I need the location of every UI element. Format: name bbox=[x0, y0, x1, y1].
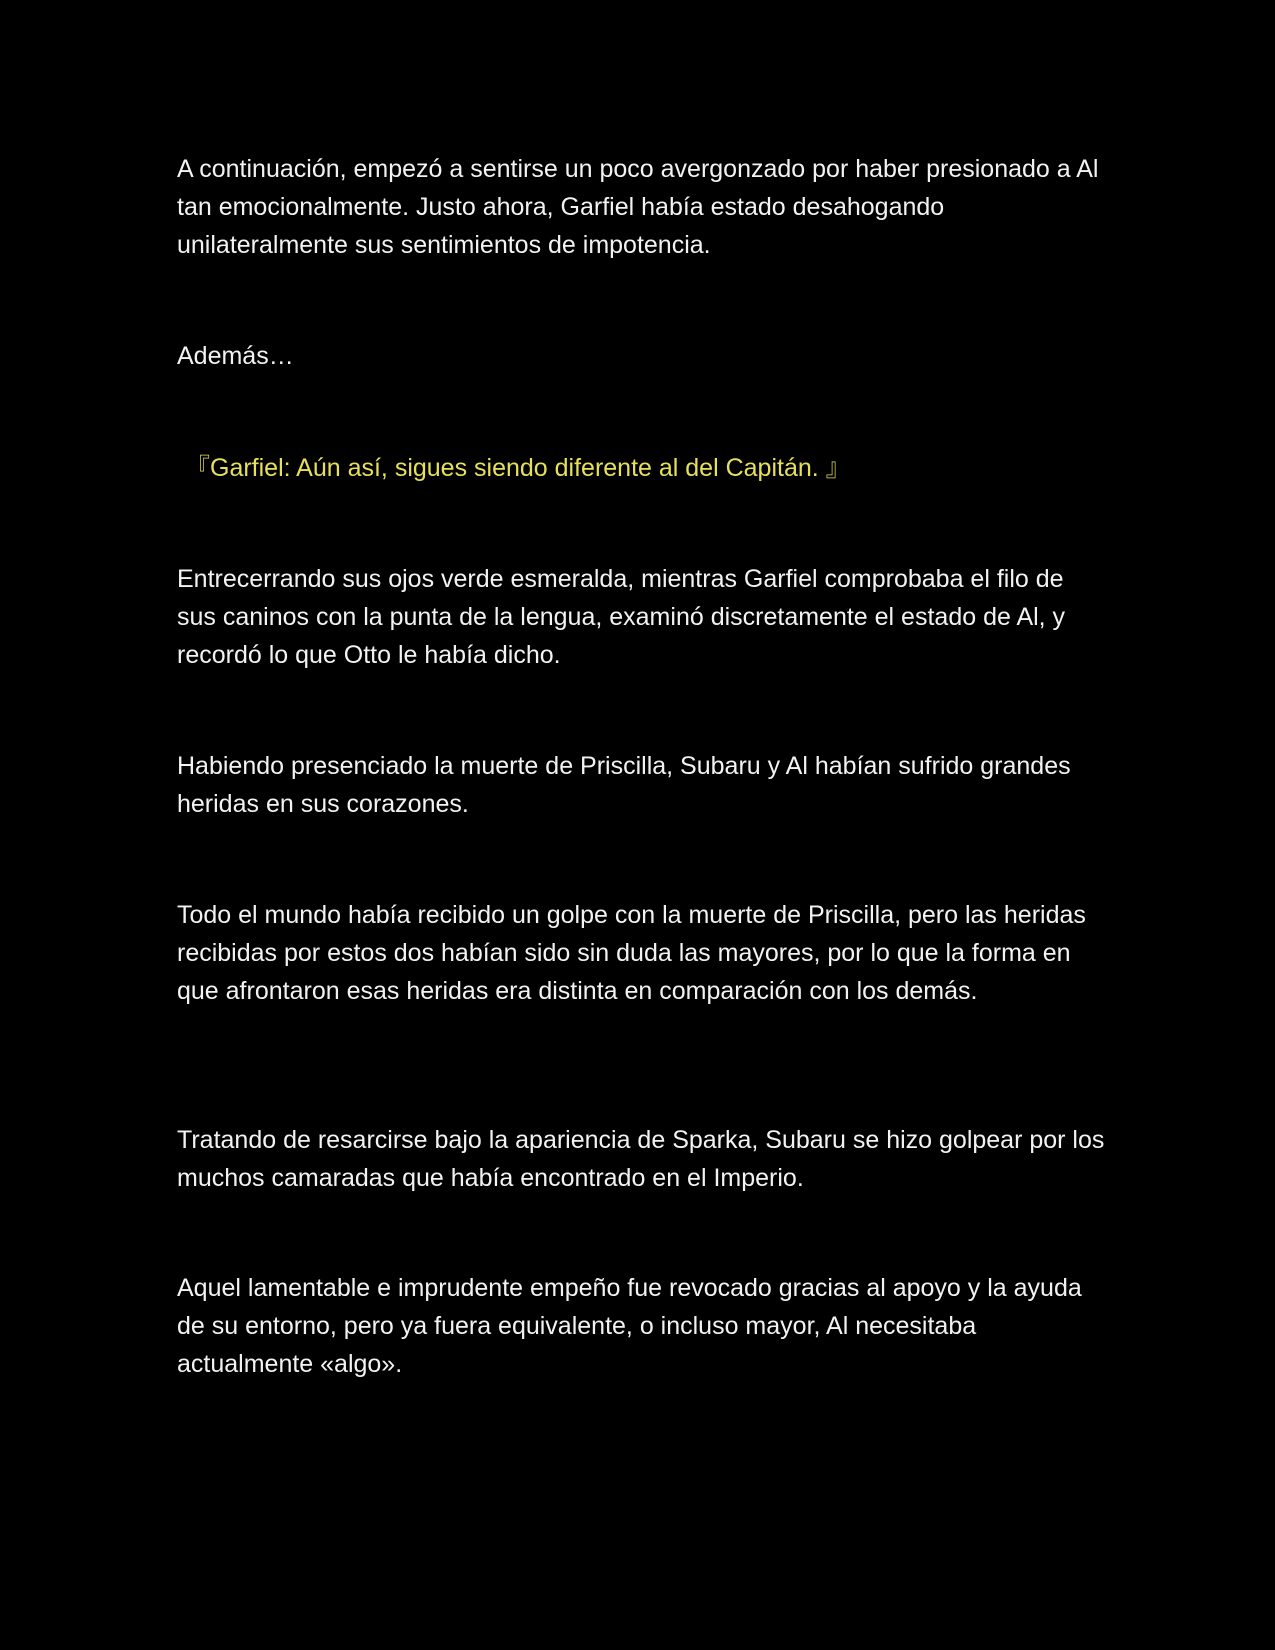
paragraph-8: Aquel lamentable e imprudente empeño fue revocado gracias al apoyo y la ayuda de su entorno, pero ya fuera equivalente, o incluso mayor, Al necesitaba actualmente «algo». bbox=[177, 1274, 1082, 1378]
paragraph-2: Además… bbox=[177, 342, 294, 370]
paragraph-4: Entrecerrando sus ojos verde esmeralda, mientras Garfiel comprobaba el filo de sus caninos con la punta de la lengua, examinó discretamente el estado de Al, y recordó lo que Otto le había dicho. bbox=[177, 565, 1066, 669]
paragraph-5: Habiendo presenciado la muerte de Priscilla, Subaru y Al habían sufrido grandes heridas en sus corazones. bbox=[177, 752, 1071, 818]
paragraph-1: A continuación, empezó a sentirse un poco avergonzado por haber presionado a Al tan emocionalmente. Justo ahora, Garfiel había estado desahogando unilateralmente sus sentimientos de impotencia. bbox=[177, 155, 1099, 259]
paragraph-7: Tratando de resarcirse bajo la apariencia de Sparka, Subaru se hizo golpear por los muchos camaradas que había encontrado en el Imperio. bbox=[177, 1126, 1105, 1192]
dialogue-line-garfiel: 『Garfiel: Aún así, sigues siendo diferente al del Capitán. 』 bbox=[185, 454, 851, 482]
paragraph-6: Todo el mundo había recibido un golpe con la muerte de Priscilla, pero las heridas recibidas por estos dos habían sido sin duda las mayores, por lo que la forma en que afrontaron esas heridas era distinta en comparación con los demás. bbox=[177, 901, 1086, 1005]
